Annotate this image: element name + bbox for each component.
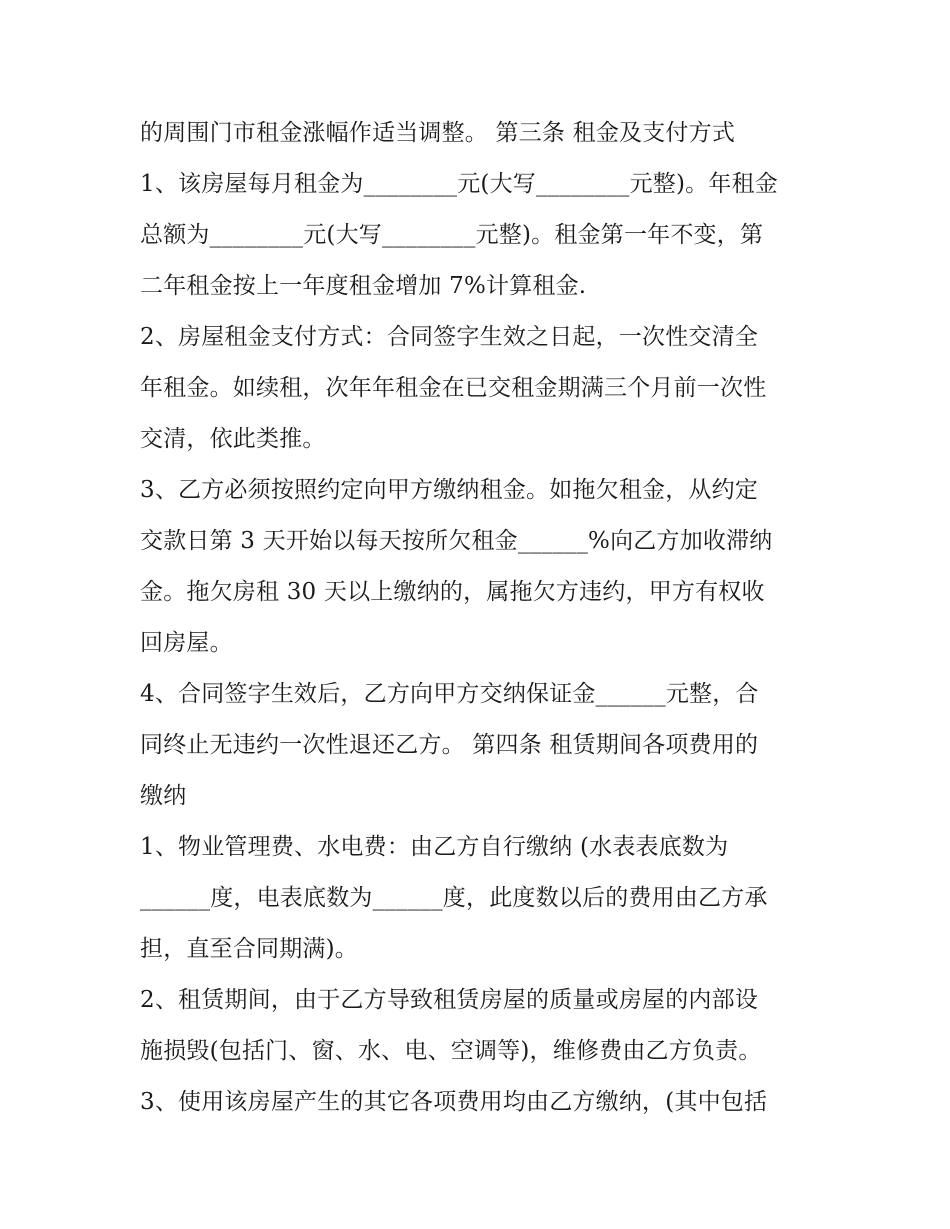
text-line: 的周围门市租金涨幅作适当调整。 第三条 租金及支付方式 (140, 120, 736, 146)
text-line: 回房屋。 (140, 630, 233, 656)
text-line: 交款日第 3 天开始以每天按所欠租金______%向乙方加收滞纳 (140, 528, 773, 554)
text-line: 1、物业管理费、水电费：由乙方自行缴纳 (水表表底数为 (140, 834, 729, 860)
text-line: 1、该房屋每月租金为________元(大写________元整)。年租金 (140, 171, 778, 197)
text-line: 3、使用该房屋产生的其它各项费用均由乙方缴纳，(其中包括 (140, 1089, 768, 1115)
text-line: ______度，电表底数为______度，此度数以后的费用由乙方承 (140, 885, 768, 911)
text-line: 施损毁(包括门、窗、水、电、空调等)，维修费由乙方负责。 (140, 1038, 762, 1064)
text-line: 缴纳 (140, 783, 187, 809)
text-line: 2、房屋租金支付方式：合同签字生效之日起，一次性交清全 (140, 324, 759, 350)
text-line: 交清，依此类推。 (140, 426, 326, 452)
document-body (140, 108, 820, 1128)
text-line: 同终止无违约一次性退还乙方。 第四条 租赁期间各项费用的 (140, 732, 759, 758)
text-line: 总额为________元(大写________元整)。租金第一年不变，第 (140, 222, 764, 248)
text-line: 金。拖欠房租 30 天以上缴纳的，属拖欠方违约，甲方有权收 (140, 579, 765, 605)
text-line: 年租金。如续租，次年年租金在已交租金期满三个月前一次性 (140, 375, 767, 401)
text-line: 3、乙方必须按照约定向甲方缴纳租金。如拖欠租金，从约定 (140, 477, 759, 503)
text-line: 二年租金按上一年度租金增加 7%计算租金. (140, 273, 587, 299)
text-line: 2、租赁期间，由于乙方导致租赁房屋的质量或房屋的内部设 (140, 987, 759, 1013)
text-line: 4、合同签字生效后，乙方向甲方交纳保证金______元整，合 (140, 681, 759, 707)
text-line: 担，直至合同期满)。 (140, 936, 358, 962)
